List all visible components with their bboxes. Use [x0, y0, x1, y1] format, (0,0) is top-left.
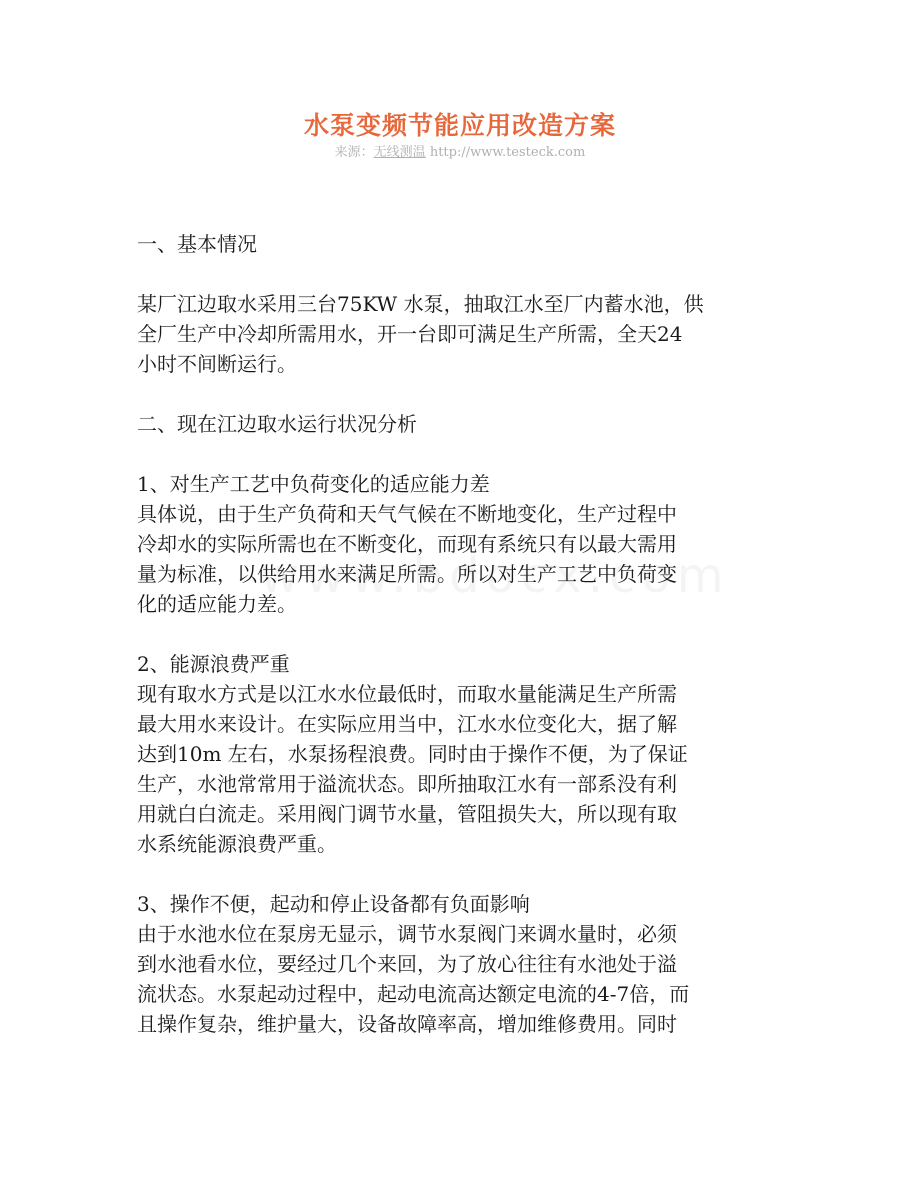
document-body	[137, 229, 797, 1039]
paragraph-line: 流状态。水泵起动过程中，起动电流高达额定电流的4-7倍，而	[137, 982, 690, 1006]
source-url[interactable]: http://www.testeck.com	[429, 145, 586, 160]
paragraph-line: 量为标准，以供给用水来满足所需。所以对生产工艺中负荷变	[137, 562, 677, 586]
paragraph-line: 达到10m 左右，水泵扬程浪费。同时由于操作不便，为了保证	[137, 742, 688, 766]
paragraph-line: 某厂江边取水采用三台75KW 水泵，抽取江水至厂内蓄水池，供	[137, 292, 704, 316]
paragraph-gap	[137, 259, 797, 289]
subsection-heading-adaptability: 1、对生产工艺中负荷变化的适应能力差	[137, 472, 490, 496]
document-header	[0, 108, 920, 162]
paragraph-line: 由于水池水位在泵房无显示，调节水泵阀门来调水量时，必须	[137, 922, 677, 946]
paragraph-line: 最大用水来设计。在实际应用当中，江水水位变化大，据了解	[137, 712, 677, 736]
section-heading-analysis: 二、现在江边取水运行状况分析	[137, 412, 417, 436]
paragraph-line: 具体说，由于生产负荷和天气气候在不断地变化，生产过程中	[137, 502, 677, 526]
paragraph-gap	[137, 439, 797, 469]
paragraph-line: 且操作复杂，维护量大，设备故障率高，增加维修费用。同时	[137, 1012, 677, 1036]
source-prefix: 来源：	[334, 145, 374, 160]
paragraph-gap	[137, 859, 797, 889]
paragraph-line: 水系统能源浪费严重。	[137, 832, 337, 856]
paragraph-line: 生产，水池常常用于溢流状态。即所抽取江水有一部系没有利	[137, 772, 677, 796]
document-title: 水泵变频节能应用改造方案	[303, 111, 616, 140]
paragraph-line: 化的适应能力差。	[137, 592, 297, 616]
subsection-heading-operation: 3、操作不便，起动和停止设备都有负面影响	[137, 892, 530, 916]
paragraph-line: 冷却水的实际所需也在不断变化，而现有系统只有以最大需用	[137, 532, 677, 556]
paragraph-line: 小时不间断运行。	[137, 352, 297, 376]
section-heading-basic: 一、基本情况	[137, 232, 257, 256]
source-link[interactable]: 无线测温	[373, 145, 426, 160]
paragraph-gap	[137, 379, 797, 409]
paragraph-line: 现有取水方式是以江水水位最低时，而取水量能满足生产所需	[137, 682, 677, 706]
source-line	[0, 144, 920, 162]
subsection-heading-energy-waste: 2、能源浪费严重	[137, 652, 290, 676]
paragraph-line: 到水池看水位，要经过几个来回，为了放心往往有水池处于溢	[137, 952, 677, 976]
paragraph-gap	[137, 619, 797, 649]
paragraph-line: 用就白白流走。采用阀门调节水量，管阻损失大，所以现有取	[137, 802, 677, 826]
paragraph-line: 全厂生产中冷却所需用水，开一台即可满足生产所需，全天24	[137, 322, 683, 346]
